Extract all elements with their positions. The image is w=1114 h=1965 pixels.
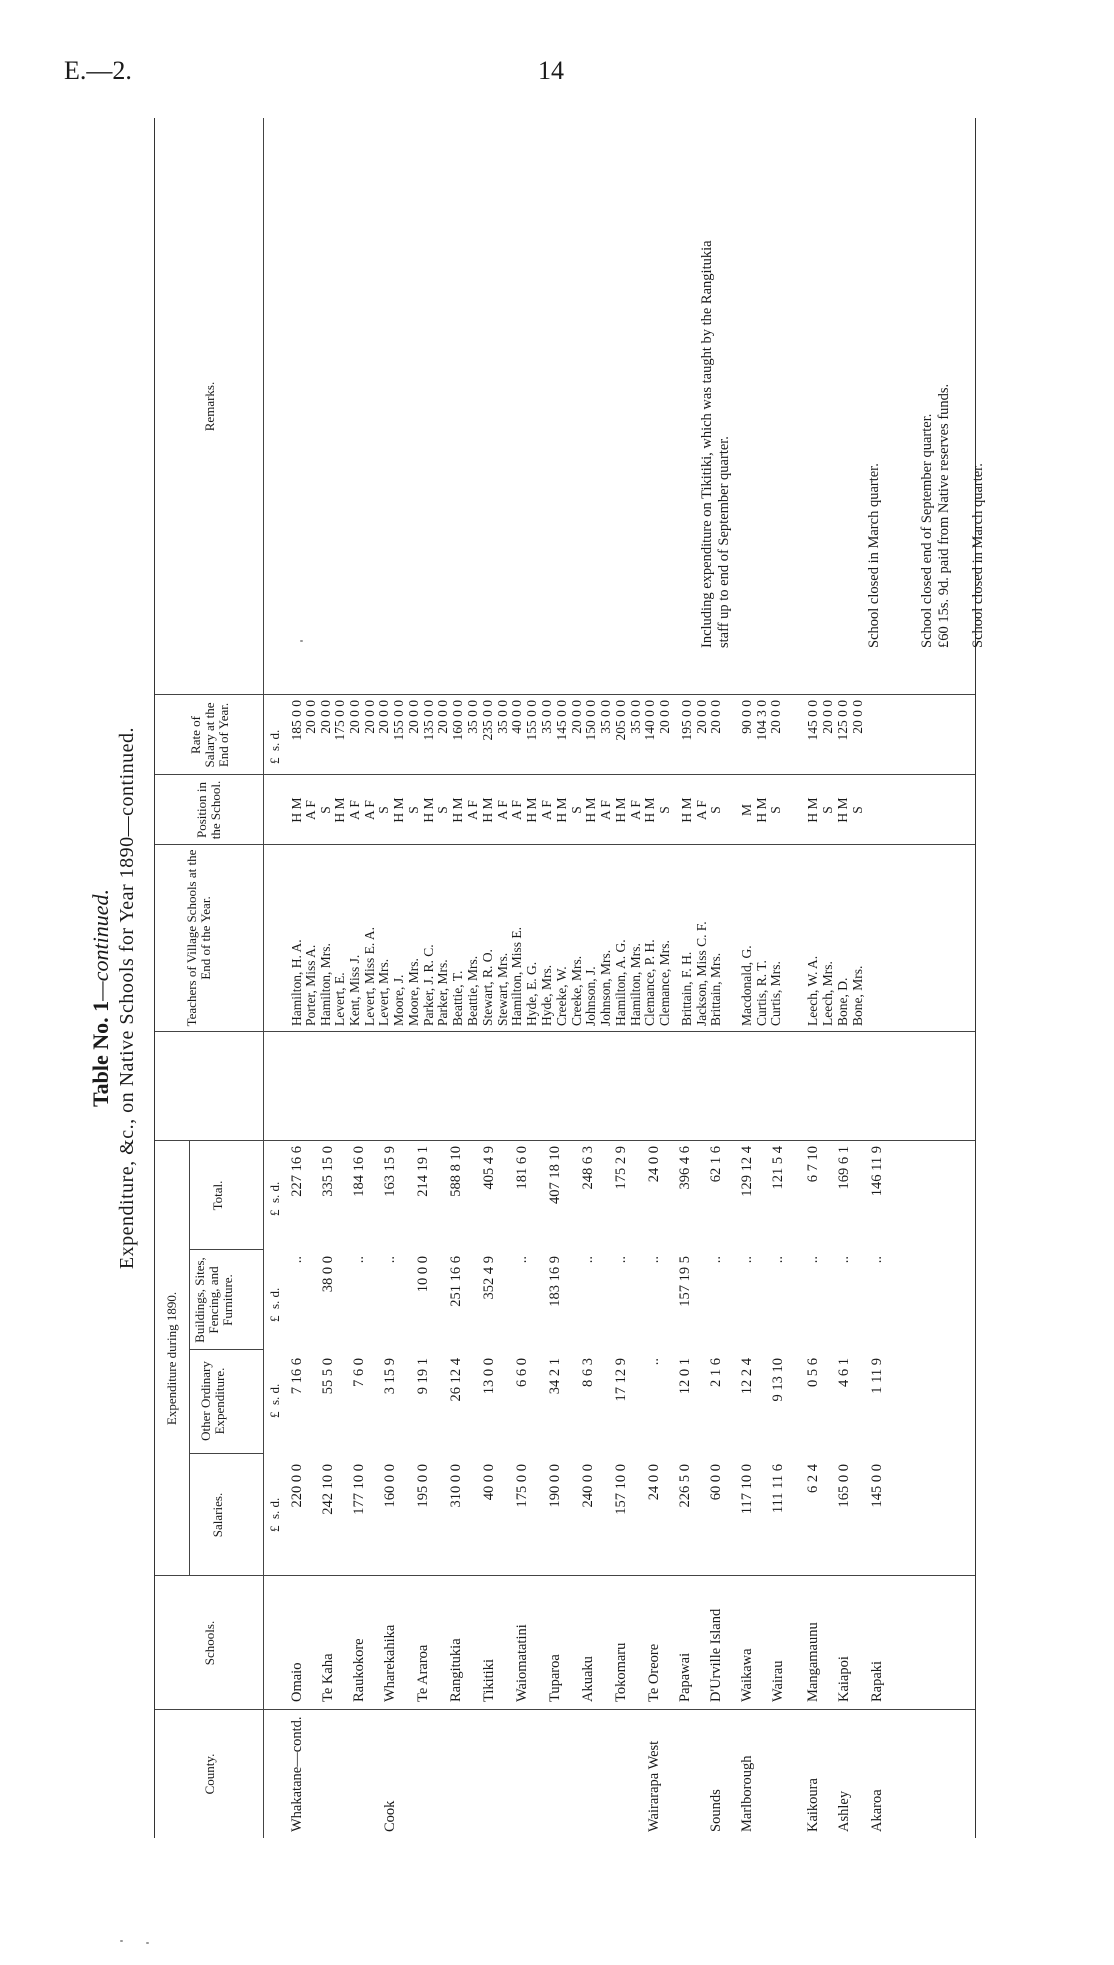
teacher-name-cell: Leech, W. A. (805, 955, 820, 1026)
buildings-cell: 10 0 0 (415, 1256, 431, 1293)
buildings-cell: 251 16 6 (448, 1256, 464, 1307)
school-cell: Waiomatatini (514, 1624, 530, 1702)
position-cell: S (406, 806, 421, 814)
unit-pound: £ (267, 1209, 282, 1216)
remark-rangitukia: Including expenditure on Tikitiki, which was taught by the Rangitukia staff up to end of September quarter. (699, 240, 732, 648)
teacher-name-cell: Brittain, Mrs. (708, 952, 723, 1026)
position-cell: H M (524, 797, 539, 823)
position-cell: H M (332, 797, 347, 823)
county-cell: Ashley (836, 1790, 852, 1832)
buildings-cell: 352 4 9 (481, 1256, 497, 1300)
school-cell: Mangamaunu (805, 1622, 821, 1702)
teacher-name-cell: Creeke, Mrs. (569, 955, 584, 1026)
rule (189, 1453, 263, 1454)
teacher-name-cell: Stewart, Mrs. (495, 952, 510, 1026)
unit-shilling: s. (267, 1300, 282, 1309)
header-buildings: Buildings, Sites, Fencing, and Furniture. (192, 1257, 235, 1343)
salaries-cell: 60 0 0 (708, 1464, 724, 1501)
salaries-cell: 111 11 6 (770, 1464, 786, 1514)
salaries-cell: 242 10 0 (320, 1464, 336, 1515)
header-schools: Schools. (202, 1620, 217, 1666)
salaries-cell: 226 5 0 (677, 1464, 693, 1508)
position-cell: H M (480, 797, 495, 823)
rule (155, 774, 975, 775)
position-cell: H M (391, 797, 406, 823)
county-cell: Sounds (708, 1789, 724, 1832)
other-expenditure-cell: 26 12 4 (448, 1358, 464, 1402)
salaries-cell: 24 0 0 (646, 1464, 662, 1501)
position-cell: S (376, 806, 391, 814)
salary-rate-cell: 20 0 0 (362, 700, 377, 734)
header-total: Total. (210, 1180, 225, 1211)
teacher-name-cell: Hyde, E. G. (524, 961, 539, 1026)
school-cell: Akuaku (580, 1656, 596, 1702)
table-title-suffix: —continued. (88, 889, 113, 1001)
teacher-name-cell: Hamilton, H. A. (289, 939, 304, 1026)
other-expenditure-cell: 17 12 9 (613, 1358, 629, 1402)
teacher-name-cell: Porter, Miss A. (303, 944, 318, 1026)
county-cell: Cook (382, 1800, 398, 1832)
teacher-name-cell: Clemance, Mrs. (657, 940, 672, 1026)
other-expenditure-cell: .. (646, 1358, 662, 1366)
school-cell: Wharekahika (382, 1624, 398, 1702)
rule (155, 1575, 975, 1576)
unit-pound: £ (267, 1411, 282, 1418)
salary-rate-cell: 20 0 0 (406, 700, 421, 734)
position-cell: M (739, 804, 754, 817)
salaries-cell: 240 0 0 (580, 1464, 596, 1508)
total-cell: 163 15 9 (382, 1146, 398, 1197)
total-cell: 121 5 4 (770, 1146, 786, 1190)
remark-te-oreore: School closed in March quarter. (866, 463, 882, 648)
salaries-cell: 177 10 0 (351, 1464, 367, 1515)
total-cell: 6 7 10 (805, 1146, 821, 1183)
teacher-name-cell: Beattie, Mrs. (465, 955, 480, 1026)
salary-rate-cell: 175 0 0 (332, 700, 347, 741)
teacher-name-cell: Creeke, W. (554, 966, 569, 1026)
teacher-name-cell: Brittain, F. H. (679, 951, 694, 1026)
unit-label (267, 1498, 283, 1532)
scan-speck (120, 1940, 123, 1942)
salaries-cell: 310 0 0 (448, 1464, 464, 1508)
school-cell: Tuparoa (547, 1654, 563, 1702)
position-cell: A F (694, 800, 709, 820)
header-salaries: Salaries. (210, 1492, 225, 1538)
other-expenditure-cell: 3 15 9 (382, 1358, 398, 1395)
salary-rate-cell: 140 0 0 (642, 700, 657, 741)
position-cell: S (708, 806, 723, 814)
salary-rate-cell: 35 0 0 (465, 700, 480, 734)
document-reference: E.—2. (64, 56, 132, 85)
unit-pound: £ (267, 1315, 282, 1322)
remark-mangamaunu: School closed in March quarter. (970, 463, 986, 648)
teacher-name-cell: Hamilton, Mrs. (318, 943, 333, 1026)
position-cell: H M (754, 797, 769, 823)
rule (155, 694, 975, 695)
table-subtitle: Expenditure, &c., on Native Schools for Year 1890—continued. (116, 726, 138, 1270)
teacher-name-cell: Macdonald, G. (739, 945, 754, 1026)
teacher-name-cell: Moore, Mrs. (406, 958, 421, 1026)
teacher-name-cell: Moore, J. (391, 974, 406, 1026)
salary-rate-cell: 20 0 0 (657, 700, 672, 734)
salary-rate-cell: 20 0 0 (347, 700, 362, 734)
school-cell: Te Oreore (646, 1643, 662, 1702)
position-cell: A F (628, 800, 643, 820)
position-cell: A F (303, 800, 318, 820)
salaries-cell: 145 0 0 (869, 1464, 885, 1508)
other-expenditure-cell: 7 16 6 (289, 1358, 305, 1395)
position-cell: H M (835, 797, 850, 823)
teacher-name-cell: Bone, Mrs. (850, 965, 865, 1026)
position-cell: A F (347, 800, 362, 820)
other-expenditure-cell: 4 6 1 (836, 1358, 852, 1387)
position-cell: A F (465, 800, 480, 820)
position-cell: A F (509, 800, 524, 820)
total-cell: 248 6 3 (580, 1146, 596, 1190)
salary-rate-cell: 20 0 0 (569, 700, 584, 734)
school-cell: Tokomaru (613, 1642, 629, 1702)
other-expenditure-cell: 8 6 3 (580, 1358, 596, 1387)
salary-rate-cell: 35 0 0 (598, 700, 613, 734)
teacher-name-cell: Parker, Mrs. (435, 959, 450, 1026)
rotated-table-page (70, 118, 986, 1878)
total-cell: 335 15 0 (320, 1146, 336, 1197)
school-cell: Te Araroa (415, 1644, 431, 1702)
unit-pence: d. (267, 1383, 282, 1394)
salary-rate-cell: 20 0 0 (708, 700, 723, 734)
salary-rate-cell: 20 0 0 (303, 700, 318, 734)
salary-rate-cell: 195 0 0 (679, 700, 694, 741)
teacher-name-cell: Kent, Miss J. (347, 954, 362, 1026)
other-expenditure-cell: 12 2 4 (739, 1358, 755, 1395)
salaries-cell: 40 0 0 (481, 1464, 497, 1501)
teacher-name-cell: Clemance, P. H. (642, 939, 657, 1026)
buildings-cell: .. (514, 1256, 530, 1264)
salary-rate-cell: 235 0 0 (480, 700, 495, 741)
teacher-name-cell: Curtis, Mrs. (768, 961, 783, 1026)
position-cell: A F (539, 800, 554, 820)
position-cell: S (820, 806, 835, 814)
buildings-cell: .. (770, 1256, 786, 1264)
salary-rate-cell: 20 0 0 (820, 700, 835, 734)
header-position: Position in the School. (194, 780, 223, 840)
school-cell: Rangitukia (448, 1638, 464, 1702)
unit-pence: d. (267, 729, 282, 740)
header-other: Other Ordinary Expenditure. (198, 1361, 227, 1441)
buildings-cell: .. (289, 1256, 305, 1264)
teacher-name-cell: Leech, Mrs. (820, 961, 835, 1026)
county-cell: Marlborough (739, 1755, 755, 1832)
position-cell: A F (362, 800, 377, 820)
salary-rate-cell: 20 0 0 (850, 700, 865, 734)
position-cell: H M (421, 797, 436, 823)
salary-rate-cell: 155 0 0 (524, 700, 539, 741)
buildings-cell: .. (613, 1256, 629, 1264)
teacher-name-cell: Levert, E. (332, 972, 347, 1026)
salary-rate-cell: 145 0 0 (554, 700, 569, 741)
unit-shilling: s. (267, 1194, 282, 1203)
position-cell: H M (613, 797, 628, 823)
teacher-name-cell: Johnson, J. (583, 966, 598, 1026)
total-cell: 588 8 10 (448, 1146, 464, 1197)
salary-rate-cell: 20 0 0 (318, 700, 333, 734)
other-expenditure-cell: 0 5 6 (805, 1358, 821, 1387)
salary-rate-cell: 135 0 0 (421, 700, 436, 741)
salaries-cell: 195 0 0 (415, 1464, 431, 1508)
salaries-cell: 157 10 0 (613, 1464, 629, 1515)
salary-rate-cell: 145 0 0 (805, 700, 820, 741)
total-cell: 184 16 0 (351, 1146, 367, 1197)
header-remarks: Remarks. (202, 381, 217, 432)
school-cell: Papawai (677, 1652, 693, 1702)
teacher-name-cell: Stewart, R. O. (480, 949, 495, 1026)
teacher-name-cell: Jackson, Miss C. F. (694, 921, 709, 1026)
salaries-cell: 160 0 0 (382, 1464, 398, 1508)
other-expenditure-cell: 12 0 1 (677, 1358, 693, 1395)
position-cell: H M (679, 797, 694, 823)
teacher-name-cell: Hyde, Mrs. (539, 964, 554, 1026)
buildings-cell: .. (351, 1256, 367, 1264)
teacher-name-cell: Parker, J. R. C. (421, 944, 436, 1026)
rule (155, 1140, 975, 1141)
salary-rate-cell: 20 0 0 (435, 700, 450, 734)
salaries-cell: 6 2 4 (805, 1464, 821, 1493)
school-cell: D'Urville Island (708, 1608, 724, 1702)
buildings-cell: .. (869, 1256, 885, 1264)
total-cell: 24 0 0 (646, 1146, 662, 1183)
scan-speck (146, 1942, 149, 1944)
unit-pound: £ (267, 1525, 282, 1532)
salary-rate-cell: 35 0 0 (495, 700, 510, 734)
remark-waikawa: £60 15s. 9d. paid from Native reserves funds. (936, 383, 952, 648)
header-rule (263, 118, 264, 1838)
total-cell: 62 1 6 (708, 1146, 724, 1183)
total-cell: 396 4 6 (677, 1146, 693, 1190)
school-cell: Raukokore (351, 1638, 367, 1702)
scan-speck (300, 640, 303, 642)
total-cell: 175 2 9 (613, 1146, 629, 1190)
other-expenditure-cell: 55 5 0 (320, 1358, 336, 1395)
school-cell: Te Kaha (320, 1653, 336, 1702)
buildings-cell: 157 19 5 (677, 1256, 693, 1307)
salary-rate-cell: 125 0 0 (835, 700, 850, 741)
teacher-name-cell: Bone, D. (835, 977, 850, 1026)
position-cell: S (318, 806, 333, 814)
rule (155, 1709, 975, 1710)
salary-rate-cell: 20 0 0 (376, 700, 391, 734)
unit-pence: d. (267, 1497, 282, 1508)
salary-rate-cell: 20 0 0 (768, 700, 783, 734)
other-expenditure-cell: 9 19 1 (415, 1358, 431, 1395)
unit-shilling: s. (267, 1510, 282, 1519)
other-expenditure-cell: 9 13 10 (770, 1358, 786, 1402)
teacher-name-cell: Hamilton, Miss E. (509, 926, 524, 1026)
salaries-cell: 190 0 0 (547, 1464, 563, 1508)
teacher-name-cell: Hamilton, Mrs. (628, 943, 643, 1026)
buildings-cell: .. (805, 1256, 821, 1264)
salary-rate-cell: 104 3 0 (754, 700, 769, 741)
salary-rate-cell: 20 0 0 (694, 700, 709, 734)
position-cell: S (850, 806, 865, 814)
total-cell: 405 4 9 (481, 1146, 497, 1190)
school-cell: Tikitiki (481, 1659, 497, 1702)
header-expenditure: Expenditure during 1890. (164, 1291, 179, 1426)
unit-label (267, 1288, 283, 1322)
position-cell: S (768, 806, 783, 814)
buildings-cell: 38 0 0 (320, 1256, 336, 1293)
position-cell: H M (289, 797, 304, 823)
school-cell: Kaiapoi (836, 1656, 852, 1702)
rule (189, 1249, 263, 1250)
unit-pence: d. (267, 1181, 282, 1192)
other-expenditure-cell: 1 11 9 (869, 1358, 885, 1394)
page-number: 14 (538, 56, 564, 85)
unit-shilling: s. (267, 742, 282, 751)
salary-rate-cell: 155 0 0 (391, 700, 406, 741)
unit-label (267, 1182, 283, 1216)
salaries-cell: 220 0 0 (289, 1464, 305, 1508)
county-cell: Wairarapa West (646, 1740, 662, 1832)
other-expenditure-cell: 34 2 1 (547, 1358, 563, 1395)
school-cell: Rapaki (869, 1660, 885, 1702)
position-cell: S (657, 806, 672, 814)
expenditure-table (154, 118, 986, 1838)
header-teachers: Teachers of Village Schools at the End of the Year. (184, 849, 213, 1027)
buildings-cell: .. (836, 1256, 852, 1264)
salaries-cell: 165 0 0 (836, 1464, 852, 1508)
school-cell: Waikawa (739, 1648, 755, 1702)
salary-rate-cell: 205 0 0 (613, 700, 628, 741)
salaries-cell: 175 0 0 (514, 1464, 530, 1508)
county-cell: Kaikoura (805, 1778, 821, 1832)
other-expenditure-cell: 2 1 6 (708, 1358, 724, 1387)
header-rate: Rate of Salary at the End of Year. (188, 702, 231, 768)
rule (189, 1349, 263, 1350)
remark-durville: School closed end of September quarter. (919, 413, 935, 648)
salary-rate-cell: 160 0 0 (450, 700, 465, 741)
teacher-name-cell: Levert, Miss E. A. (362, 927, 377, 1026)
position-cell: H M (642, 797, 657, 823)
position-cell: H M (554, 797, 569, 823)
school-cell: Wairau (770, 1660, 786, 1702)
position-cell: H M (805, 797, 820, 823)
unit-pence: d. (267, 1287, 282, 1298)
unit-label (267, 730, 283, 764)
total-cell: 407 18 10 (547, 1146, 563, 1204)
header-county: County. (202, 1753, 217, 1795)
teacher-name-cell: Curtis, R. T. (754, 960, 769, 1026)
total-cell: 214 19 1 (415, 1146, 431, 1197)
teacher-name-cell: Johnson, Mrs. (598, 949, 613, 1026)
other-expenditure-cell: 7 6 0 (351, 1358, 367, 1387)
total-cell: 227 16 6 (289, 1146, 305, 1197)
buildings-cell: .. (739, 1256, 755, 1264)
position-cell: A F (495, 800, 510, 820)
total-cell: 169 6 1 (836, 1146, 852, 1190)
teacher-name-cell: Levert, Mrs. (376, 958, 391, 1026)
other-expenditure-cell: 6 6 0 (514, 1358, 530, 1387)
group-rule (189, 1141, 190, 1576)
salary-rate-cell: 90 0 0 (739, 700, 754, 734)
rule (155, 844, 975, 845)
teacher-name-cell: Hamilton, A. G. (613, 939, 628, 1026)
total-cell: 181 6 0 (514, 1146, 530, 1190)
table-title-main: Table No. 1 (88, 1000, 113, 1107)
unit-pound: £ (267, 757, 282, 764)
total-cell: 146 11 9 (869, 1146, 885, 1197)
buildings-cell: .. (708, 1256, 724, 1264)
salary-rate-cell: 150 0 0 (583, 700, 598, 741)
unit-shilling: s. (267, 1396, 282, 1405)
salary-rate-cell: 40 0 0 (509, 700, 524, 734)
buildings-cell: .. (646, 1256, 662, 1264)
salary-rate-cell: 35 0 0 (539, 700, 554, 734)
unit-label (267, 1384, 283, 1418)
buildings-cell: .. (382, 1256, 398, 1264)
position-cell: S (569, 806, 584, 814)
rule (155, 1031, 975, 1032)
teacher-name-cell: Beattie, T. (450, 970, 465, 1026)
county-cell: Whakatane—contd. (289, 1716, 305, 1832)
table-title (88, 118, 114, 1878)
position-cell: H M (450, 797, 465, 823)
school-cell: Omaio (289, 1662, 305, 1702)
salary-rate-cell: 35 0 0 (628, 700, 643, 734)
salary-rate-cell: 185 0 0 (289, 700, 304, 741)
salaries-cell: 117 10 0 (739, 1464, 755, 1515)
other-expenditure-cell: 13 0 0 (481, 1358, 497, 1395)
position-cell: H M (583, 797, 598, 823)
buildings-cell: 183 16 9 (547, 1256, 563, 1307)
position-cell: S (435, 806, 450, 814)
buildings-cell: .. (580, 1256, 596, 1264)
total-cell: 129 12 4 (739, 1146, 755, 1197)
county-cell: Akaroa (869, 1789, 885, 1832)
position-cell: A F (598, 800, 613, 820)
